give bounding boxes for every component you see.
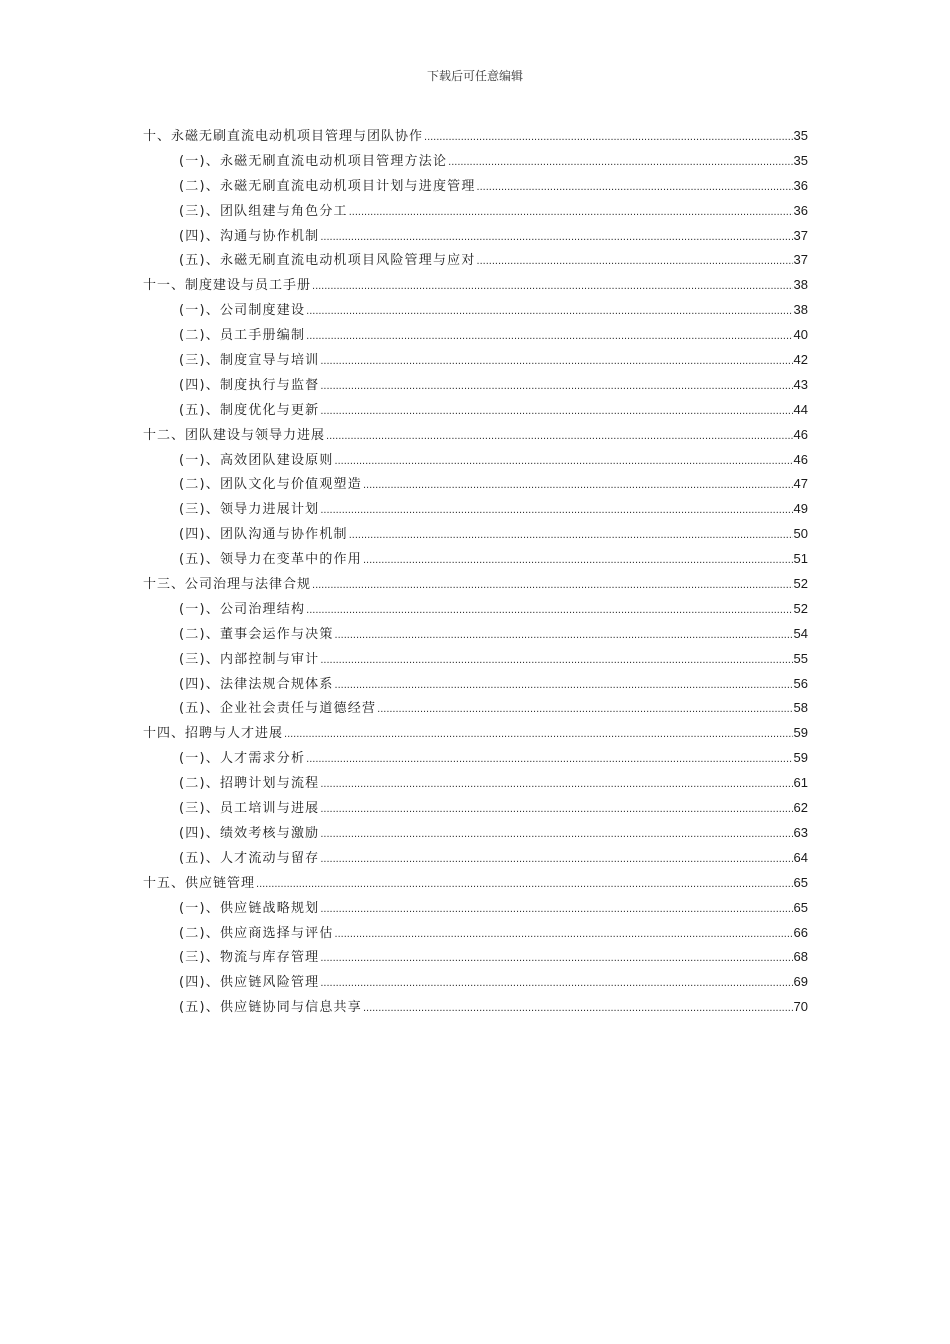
toc-leader-dots: [363, 996, 793, 1021]
toc-section-entry[interactable]: [143, 448, 808, 473]
toc-entry-title: 十五、供应链管理: [143, 875, 256, 891]
toc-leader-dots: [320, 349, 792, 374]
toc-leader-dots: [320, 847, 792, 872]
toc-section-entry[interactable]: [143, 224, 808, 249]
toc-leader-dots: [477, 249, 793, 274]
toc-entry-title: 十一、制度建设与员工手册: [143, 278, 312, 294]
toc-page-number: 59: [793, 750, 808, 766]
page-header: 下载后可任意编辑: [426, 69, 523, 83]
toc-leader-dots: [306, 324, 792, 349]
toc-entry-title: (一)、人才需求分析: [179, 751, 306, 767]
toc-entry-title: (二)、招聘计划与流程: [179, 776, 320, 792]
toc-entry-title: (四)、供应链风险管理: [179, 975, 320, 991]
toc-page-number: 44: [793, 401, 808, 417]
toc-leader-dots: [320, 946, 792, 971]
toc-section-entry[interactable]: [143, 970, 808, 995]
toc-entry-title: 十三、公司治理与法律合规: [143, 577, 312, 593]
toc-page-number: 65: [793, 874, 808, 890]
toc-leader-dots: [448, 150, 792, 175]
toc-leader-dots: [320, 374, 792, 399]
toc-page-number: 40: [793, 327, 808, 343]
toc-entry-title: (三)、内部控制与审计: [179, 651, 320, 667]
toc-entry-title: 十、永磁无刷直流电动机项目管理与团队协作: [143, 129, 424, 144]
toc-section-entry[interactable]: [143, 622, 808, 647]
toc-entry-title: (一)、公司制度建设: [179, 303, 306, 319]
toc-entry-title: (二)、永磁无刷直流电动机项目计划与进度管理: [179, 178, 476, 194]
toc-leader-dots: [335, 623, 793, 648]
toc-page-number: 47: [793, 476, 808, 492]
toc-page-number: 50: [793, 526, 808, 542]
toc-chapter-entry[interactable]: [143, 273, 808, 298]
toc-leader-dots: [312, 274, 793, 299]
toc-page-number: 69: [793, 974, 808, 990]
toc-page-number: 68: [793, 949, 808, 965]
toc-entry-title: (五)、制度优化与更新: [179, 402, 320, 418]
toc-section-entry[interactable]: [143, 672, 808, 697]
toc-leader-dots: [320, 225, 792, 250]
toc-page-number: 56: [793, 675, 808, 691]
toc-section-entry[interactable]: [143, 896, 808, 921]
toc-leader-dots: [326, 424, 793, 449]
toc-section-entry[interactable]: [143, 497, 808, 522]
toc-page-number: 64: [793, 849, 808, 865]
toc-section-entry[interactable]: [143, 199, 808, 224]
toc-entry-title: (一)、供应链战略规划: [179, 900, 320, 916]
toc-leader-dots: [320, 897, 792, 922]
toc-entry-title: (五)、人才流动与留存: [179, 850, 320, 866]
toc-page-number: 38: [793, 277, 808, 293]
toc-leader-dots: [306, 299, 792, 324]
toc-page-number: 43: [793, 376, 808, 392]
toc-entry-title: (四)、团队沟通与协作机制: [179, 527, 348, 543]
toc-section-entry[interactable]: [143, 174, 808, 199]
toc-entry-title: (三)、员工培训与进展: [179, 801, 320, 817]
toc-entry-title: (四)、绩效考核与激励: [179, 825, 320, 841]
toc-entry-title: (三)、团队组建与角色分工: [179, 203, 348, 219]
toc-entry-title: (三)、物流与库存管理: [179, 950, 320, 966]
toc-entry-title: (二)、供应商选择与评估: [179, 925, 334, 941]
toc-section-entry[interactable]: [143, 248, 808, 273]
toc-entry-title: (五)、企业社会责任与道德经营: [179, 701, 377, 717]
toc-section-entry[interactable]: [143, 472, 808, 497]
toc-leader-dots: [320, 797, 792, 822]
toc-leader-dots: [363, 548, 793, 573]
toc-page-number: 54: [793, 625, 808, 641]
toc-page-number: 51: [793, 551, 808, 567]
toc-page-number: 37: [793, 227, 808, 243]
toc-entry-title: 十二、团队建设与领导力进展: [143, 427, 326, 443]
toc-page-number: 65: [793, 899, 808, 915]
toc-entry-title: (二)、董事会运作与决策: [179, 626, 334, 642]
toc-leader-dots: [284, 722, 793, 747]
toc-page-number: 49: [793, 501, 808, 517]
toc-section-entry[interactable]: [143, 323, 808, 348]
toc-page-number: 59: [793, 725, 808, 741]
toc-chapter-entry[interactable]: [143, 124, 808, 149]
toc-section-entry[interactable]: [143, 771, 808, 796]
toc-section-entry[interactable]: [143, 398, 808, 423]
toc-leader-dots: [349, 200, 793, 225]
toc-entry-title: (五)、供应链协同与信息共享: [179, 1000, 362, 1016]
toc-page-number: 63: [793, 824, 808, 840]
toc-leader-dots: [320, 648, 792, 673]
toc-page-number: 37: [793, 252, 808, 268]
toc-entry-title: (二)、员工手册编制: [179, 328, 306, 344]
toc-leader-dots: [335, 673, 793, 698]
toc-section-entry[interactable]: [143, 846, 808, 871]
toc-section-entry[interactable]: [143, 522, 808, 547]
toc-entry-title: (二)、团队文化与价值观塑造: [179, 477, 362, 493]
toc-leader-dots: [424, 125, 793, 150]
toc-entry-title: (四)、沟通与协作机制: [179, 228, 320, 244]
toc-page-number: 46: [793, 426, 808, 442]
toc-section-entry[interactable]: [143, 995, 808, 1020]
toc-section-entry[interactable]: [143, 746, 808, 771]
toc-page-number: 36: [793, 177, 808, 193]
toc-entry-title: (四)、法律法规合规体系: [179, 676, 334, 692]
toc-section-entry[interactable]: [143, 373, 808, 398]
toc-leader-dots: [363, 473, 793, 498]
toc-leader-dots: [335, 449, 793, 474]
toc-section-entry[interactable]: [143, 921, 808, 946]
toc-leader-dots: [320, 822, 792, 847]
toc-page-number: 62: [793, 800, 808, 816]
toc-page-number: 61: [793, 775, 808, 791]
toc-leader-dots: [477, 175, 793, 200]
toc-section-entry[interactable]: [143, 821, 808, 846]
toc-leader-dots: [320, 772, 792, 797]
toc-leader-dots: [306, 747, 792, 772]
toc-entry-title: 十四、招聘与人才进展: [143, 726, 284, 742]
toc-page-number: 55: [793, 650, 808, 666]
toc-page-number: 36: [793, 202, 808, 218]
toc-entry-title: (五)、永磁无刷直流电动机项目风险管理与应对: [179, 253, 476, 269]
toc-leader-dots: [256, 872, 793, 897]
table-of-contents: [143, 124, 808, 1020]
toc-leader-dots: [320, 399, 792, 424]
toc-entry-title: (一)、公司治理结构: [179, 601, 306, 617]
toc-section-entry[interactable]: [143, 348, 808, 373]
toc-section-entry[interactable]: [143, 945, 808, 970]
toc-page-number: 46: [793, 451, 808, 467]
toc-leader-dots: [320, 498, 792, 523]
toc-leader-dots: [335, 922, 793, 947]
toc-leader-dots: [349, 523, 793, 548]
toc-page-number: 52: [793, 576, 808, 592]
toc-leader-dots: [377, 697, 792, 722]
toc-section-entry[interactable]: [143, 547, 808, 572]
toc-section-entry[interactable]: [143, 149, 808, 174]
toc-section-entry[interactable]: [143, 796, 808, 821]
toc-page-number: 38: [793, 302, 808, 318]
toc-page-number: 35: [793, 152, 808, 168]
toc-entry-title: (一)、高效团队建设原则: [179, 452, 334, 468]
toc-leader-dots: [320, 971, 792, 996]
toc-page-number: 42: [793, 352, 808, 368]
toc-leader-dots: [306, 598, 792, 623]
toc-section-entry[interactable]: [143, 647, 808, 672]
toc-section-entry[interactable]: [143, 696, 808, 721]
toc-chapter-entry[interactable]: [143, 871, 808, 896]
toc-section-entry[interactable]: [143, 298, 808, 323]
toc-leader-dots: [312, 573, 793, 598]
toc-section-entry[interactable]: [143, 597, 808, 622]
toc-page-number: 70: [793, 999, 808, 1015]
toc-page-number: 52: [793, 600, 808, 616]
toc-page-number: 58: [793, 700, 808, 716]
toc-entry-title: (四)、制度执行与监督: [179, 377, 320, 393]
toc-page-number: 35: [793, 128, 808, 143]
toc-chapter-entry[interactable]: [143, 721, 808, 746]
toc-entry-title: (五)、领导力在变革中的作用: [179, 552, 362, 568]
toc-chapter-entry[interactable]: [143, 572, 808, 597]
toc-entry-title: (一)、永磁无刷直流电动机项目管理方法论: [179, 153, 448, 169]
toc-chapter-entry[interactable]: [143, 423, 808, 448]
toc-entry-title: (三)、制度宣导与培训: [179, 353, 320, 369]
toc-entry-title: (三)、领导力进展计划: [179, 502, 320, 518]
toc-page-number: 66: [793, 924, 808, 940]
